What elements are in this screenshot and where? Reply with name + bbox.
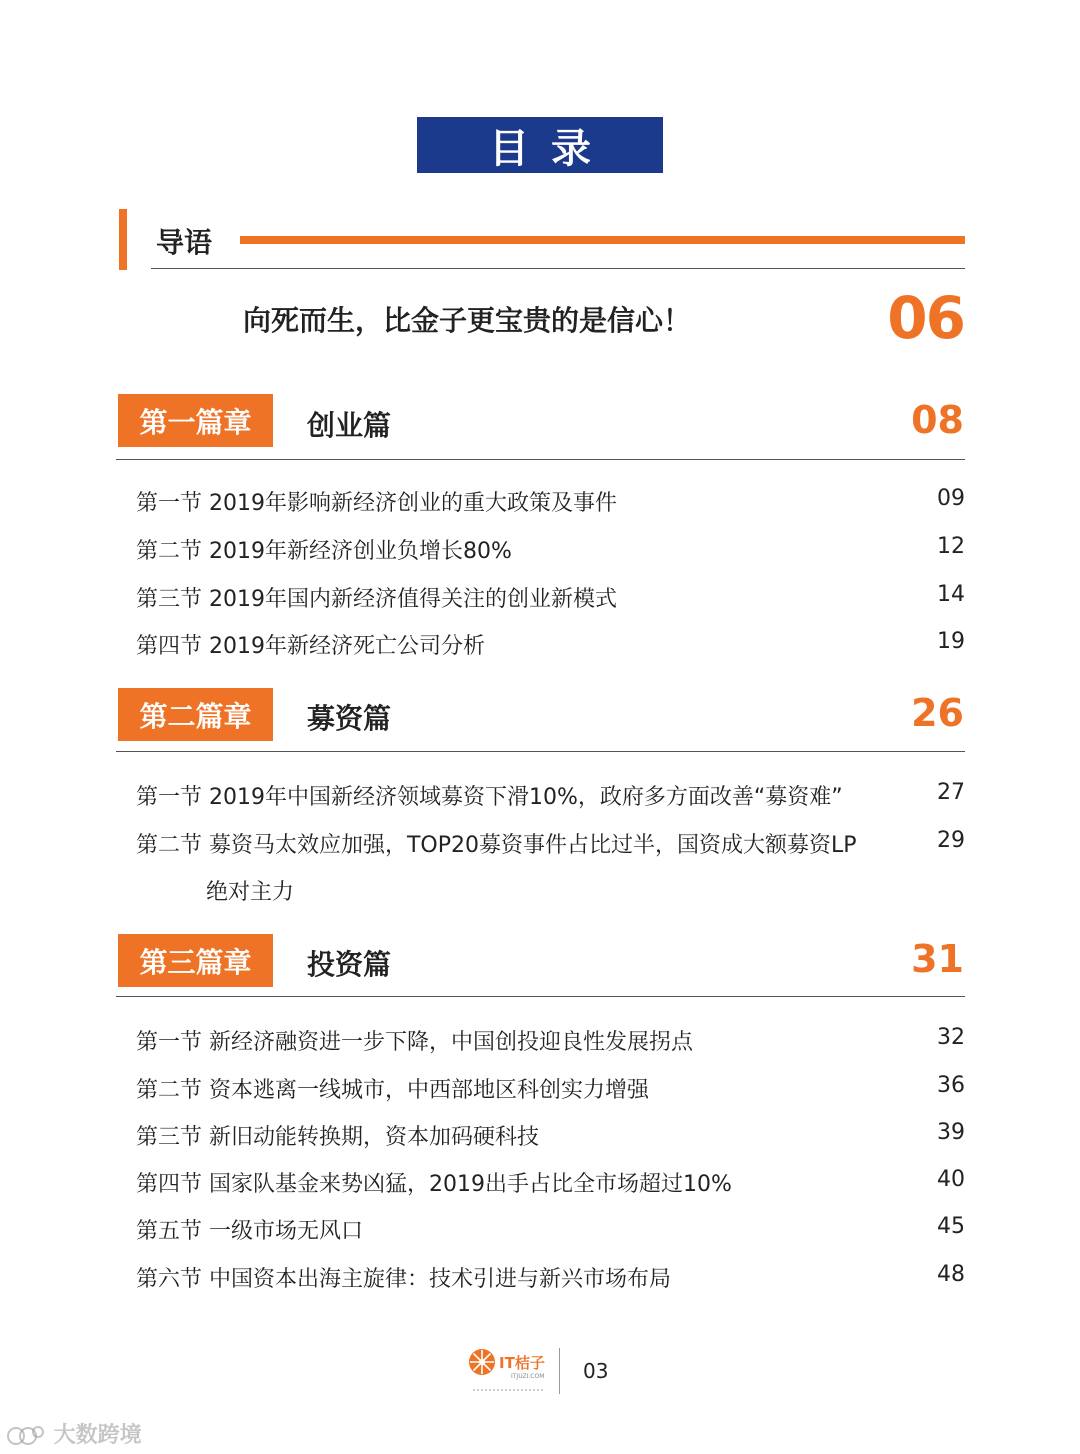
footer-separator bbox=[559, 1348, 560, 1394]
logo-subtext: ITJUZI.COM bbox=[511, 1373, 545, 1380]
toc-page-number: 39 bbox=[937, 1120, 965, 1145]
toc-row[interactable] bbox=[136, 1073, 965, 1113]
chapter-3-title[interactable]: 投资篇 bbox=[307, 948, 392, 981]
chapter-3-badge: 第三篇章 bbox=[118, 934, 273, 987]
toc-page-number: 40 bbox=[937, 1167, 965, 1192]
intro-divider bbox=[151, 268, 965, 269]
watermark-text: 大数跨境 bbox=[53, 1423, 142, 1448]
toc-section-title: 第一节 新经济融资进一步下降，中国创投迎良性发展拐点 bbox=[136, 1030, 693, 1055]
toc-section-title: 第一节 2019年影响新经济创业的重大政策及事件 bbox=[136, 491, 617, 516]
itjuzi-logo bbox=[467, 1346, 555, 1396]
chapter-2-title[interactable]: 募资篇 bbox=[307, 702, 392, 735]
toc-page-number: 27 bbox=[937, 780, 965, 805]
toc-section-title: 第二节 募资马太效应加强，TOP20募资事件占比过半，国资成大额募资LP bbox=[136, 833, 857, 858]
toc-row[interactable] bbox=[136, 780, 965, 820]
toc-page-number: 19 bbox=[937, 629, 965, 654]
intro-entry-text[interactable]: 向死而生，比金子更宝贵的是信心！ bbox=[243, 304, 692, 337]
toc-section-title: 第二节 2019年新经济创业负增长80% bbox=[136, 539, 512, 564]
chapter-2-badge: 第二篇章 bbox=[118, 688, 273, 741]
toc-page-number: 45 bbox=[937, 1214, 965, 1239]
chapter-3-page: 31 bbox=[911, 937, 964, 981]
toc-page-number: 14 bbox=[937, 582, 965, 607]
chapter-1-divider bbox=[116, 459, 965, 460]
chapter-2-divider bbox=[116, 751, 965, 752]
toc-row[interactable] bbox=[136, 1120, 965, 1160]
page-title: 目录 bbox=[417, 117, 663, 173]
toc-row[interactable] bbox=[136, 1167, 965, 1207]
chapter-1-title[interactable]: 创业篇 bbox=[307, 409, 392, 442]
toc-page-number: 09 bbox=[937, 486, 965, 511]
toc-row[interactable] bbox=[136, 1214, 965, 1254]
toc-row[interactable] bbox=[136, 582, 965, 622]
toc-row[interactable] bbox=[136, 1025, 965, 1065]
footer-page-number: 03 bbox=[583, 1359, 609, 1383]
orange-slice-icon bbox=[467, 1346, 555, 1396]
logo-text: IT桔子 bbox=[499, 1354, 545, 1372]
toc-page-number: 48 bbox=[937, 1262, 965, 1287]
chapter-1-page: 08 bbox=[911, 398, 964, 442]
toc-row[interactable] bbox=[136, 534, 965, 574]
watermark-icon bbox=[6, 1424, 46, 1448]
watermark bbox=[6, 1418, 142, 1449]
intro-orange-line bbox=[240, 236, 965, 244]
toc-row[interactable] bbox=[136, 629, 965, 669]
toc-section-title: 第一节 2019年中国新经济领域募资下滑10%，政府多方面改善“募资难” bbox=[136, 785, 843, 810]
toc-section-title: 第六节 中国资本出海主旋律：技术引进与新兴市场布局 bbox=[136, 1267, 671, 1292]
chapter-2-page: 26 bbox=[911, 691, 964, 735]
toc-page-number: 12 bbox=[937, 534, 965, 559]
toc-page-number: 29 bbox=[937, 828, 965, 853]
toc-section-title: 第三节 2019年国内新经济值得关注的创业新模式 bbox=[136, 587, 617, 612]
toc-section-title: 第二节 资本逃离一线城市，中西部地区科创实力增强 bbox=[136, 1078, 649, 1103]
toc-row[interactable] bbox=[136, 1262, 965, 1302]
intro-label: 导语 bbox=[156, 226, 213, 259]
toc-section-continuation: 绝对主力 bbox=[206, 880, 295, 905]
toc-page-number: 32 bbox=[937, 1025, 965, 1050]
intro-page-number: 06 bbox=[887, 284, 964, 352]
toc-section-title: 第四节 2019年新经济死亡公司分析 bbox=[136, 634, 485, 659]
chapter-3-divider bbox=[116, 996, 965, 997]
intro-accent-bar bbox=[119, 209, 127, 270]
toc-page-number: 36 bbox=[937, 1073, 965, 1098]
toc-section-title: 第三节 新旧动能转换期，资本加码硬科技 bbox=[136, 1125, 539, 1150]
chapter-1-badge: 第一篇章 bbox=[118, 394, 273, 447]
toc-row[interactable] bbox=[136, 486, 965, 526]
toc-row[interactable] bbox=[136, 828, 965, 868]
toc-section-title: 第四节 国家队基金来势凶猛，2019出手占比全市场超过10% bbox=[136, 1172, 732, 1197]
toc-section-title: 第五节 一级市场无风口 bbox=[136, 1219, 363, 1244]
